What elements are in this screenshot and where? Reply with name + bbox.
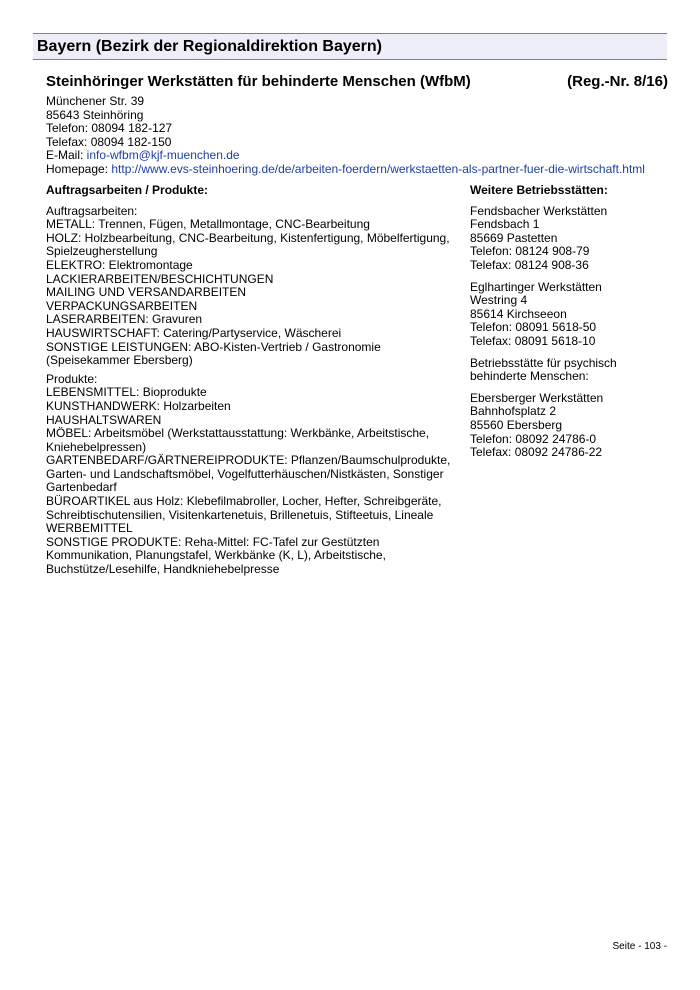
site-city: 85669 Pastetten bbox=[470, 230, 558, 245]
site-fax: Telefax: 08124 908-36 bbox=[470, 257, 589, 272]
list-item: ELEKTRO: Elektromontage bbox=[46, 257, 193, 272]
homepage-line bbox=[46, 163, 668, 177]
list-item: WERBEMITTEL bbox=[46, 521, 133, 536]
list-item: HAUSHALTSWAREN bbox=[46, 412, 162, 427]
registration-number: (Reg.-Nr. 8/16) bbox=[567, 73, 668, 90]
list-item: SONSTIGE PRODUKTE: Reha-Mittel: FC-Tafel zur Gestützten Kommunikation, Planungstafel, Werkbänke (K, L), Arbeitstische, Buchstütze/Lesehilfe, Handkniehebelpresse bbox=[46, 534, 386, 577]
list-item: LASERARBEITEN: Gravuren bbox=[46, 312, 203, 327]
auftragsarbeiten-column bbox=[46, 184, 464, 582]
homepage-label: Homepage: bbox=[46, 161, 112, 176]
site-fax: Telefax: 08091 5618-10 bbox=[470, 333, 596, 348]
list-item: VERPACKUNGSARBEITEN bbox=[46, 298, 198, 313]
produkte-intro: Produkte: bbox=[46, 371, 98, 386]
email-link[interactable]: info-wfbm@kjf-muenchen.de bbox=[86, 148, 240, 163]
list-item: MAILING UND VERSANDARBEITEN bbox=[46, 285, 247, 300]
produkte-list bbox=[46, 373, 464, 577]
site-eglharting bbox=[470, 281, 670, 349]
email-line bbox=[46, 149, 668, 163]
list-item: LACKIERARBEITEN/BESCHICHTUNGEN bbox=[46, 271, 274, 286]
site-city: 85614 Kirchseeon bbox=[470, 306, 567, 321]
site-phone: Telefon: 08091 5618-50 bbox=[470, 320, 597, 335]
phone: Telefon: 08094 182-127 bbox=[46, 121, 173, 136]
street: Münchener Str. 39 bbox=[46, 94, 145, 108]
contact-block bbox=[46, 95, 668, 177]
fax: Telefax: 08094 182-150 bbox=[46, 134, 172, 149]
list-item: HOLZ: Holzbearbeitung, CNC-Bearbeitung, Kistenfertigung, Möbelfertigung, Spielzeugherstellung bbox=[46, 230, 450, 259]
organization-title bbox=[46, 73, 668, 91]
site-fax: Telefax: 08092 24786-22 bbox=[470, 445, 603, 460]
site-street: Bahnhofsplatz 2 bbox=[470, 404, 557, 419]
site-city: 85560 Ebersberg bbox=[470, 417, 563, 432]
list-item: METALL: Trennen, Fügen, Metallmontage, CNC-Bearbeitung bbox=[46, 217, 370, 232]
site-phone: Telefon: 08124 908-79 bbox=[470, 244, 590, 259]
auftragsarbeiten-intro: Auftragsarbeiten: bbox=[46, 203, 138, 218]
site-name: Ebersberger Werkstätten bbox=[470, 390, 604, 405]
site-fendsbach bbox=[470, 205, 670, 273]
region-header: Bayern (Bezirk der Regionaldirektion Bayern) bbox=[33, 33, 667, 60]
homepage-link[interactable]: http://www.evs-steinhoering.de/de/arbeiten-foerdern/werkstaetten-als-partner-fuer-die-wirtschaft.html bbox=[111, 161, 645, 176]
city: 85643 Steinhöring bbox=[46, 107, 144, 122]
list-item: SONSTIGE LEISTUNGEN: ABO-Kisten-Vertrieb / Gastronomie (Speisekammer Ebersberg) bbox=[46, 339, 381, 368]
auftragsarbeiten-heading: Auftragsarbeiten / Produkte: bbox=[46, 183, 209, 197]
list-item: MÖBEL: Arbeitsmöbel (Werkstattausstattung: Werkbänke, Arbeitstische, Kniehebelpressen) bbox=[46, 426, 430, 454]
psychisch-note: Betriebsstätte für psychisch behinderte Menschen: bbox=[470, 355, 617, 384]
list-item: HAUSWIRTSCHAFT: Catering/Partyservice, Wäscherei bbox=[46, 325, 342, 340]
email-label: E-Mail: bbox=[46, 148, 87, 163]
page-number: Seite - 103 - bbox=[612, 941, 667, 952]
list-item: BÜROARTIKEL aus Holz: Klebefilmabroller, Locher, Hefter, Schreibgeräte, Schreibtischutensilien, Visitenkartenetuis, Brillenetuis, Stifteetuis, Lineale bbox=[46, 494, 442, 522]
organization-name: Steinhöringer Werkstätten für behinderte Menschen (WfbM) bbox=[46, 73, 471, 90]
list-item: LEBENSMITTEL: Bioprodukte bbox=[46, 385, 207, 400]
auftragsarbeiten-list bbox=[46, 205, 464, 368]
list-item: KUNSTHANDWERK: Holzarbeiten bbox=[46, 398, 231, 413]
site-ebersberg bbox=[470, 392, 670, 460]
weitere-betriebsstaetten-column bbox=[470, 184, 670, 468]
site-name: Eglhartinger Werkstätten bbox=[470, 279, 602, 294]
site-name: Fendsbacher Werkstätten bbox=[470, 203, 608, 218]
site-street: Fendsbach 1 bbox=[470, 217, 540, 232]
site-street: Westring 4 bbox=[470, 293, 528, 308]
site-phone: Telefon: 08092 24786-0 bbox=[470, 431, 597, 446]
list-item: GARTENBEDARF/GÄRTNEREIPRODUKTE: Pflanzen/Baumschulprodukte, Garten- und Landschaftsmöbel, Vogelfutterhäuschen/Nistkästen, Sonstiger Gartenbedarf bbox=[46, 453, 451, 495]
weitere-heading: Weitere Betriebsstätten: bbox=[470, 183, 608, 197]
